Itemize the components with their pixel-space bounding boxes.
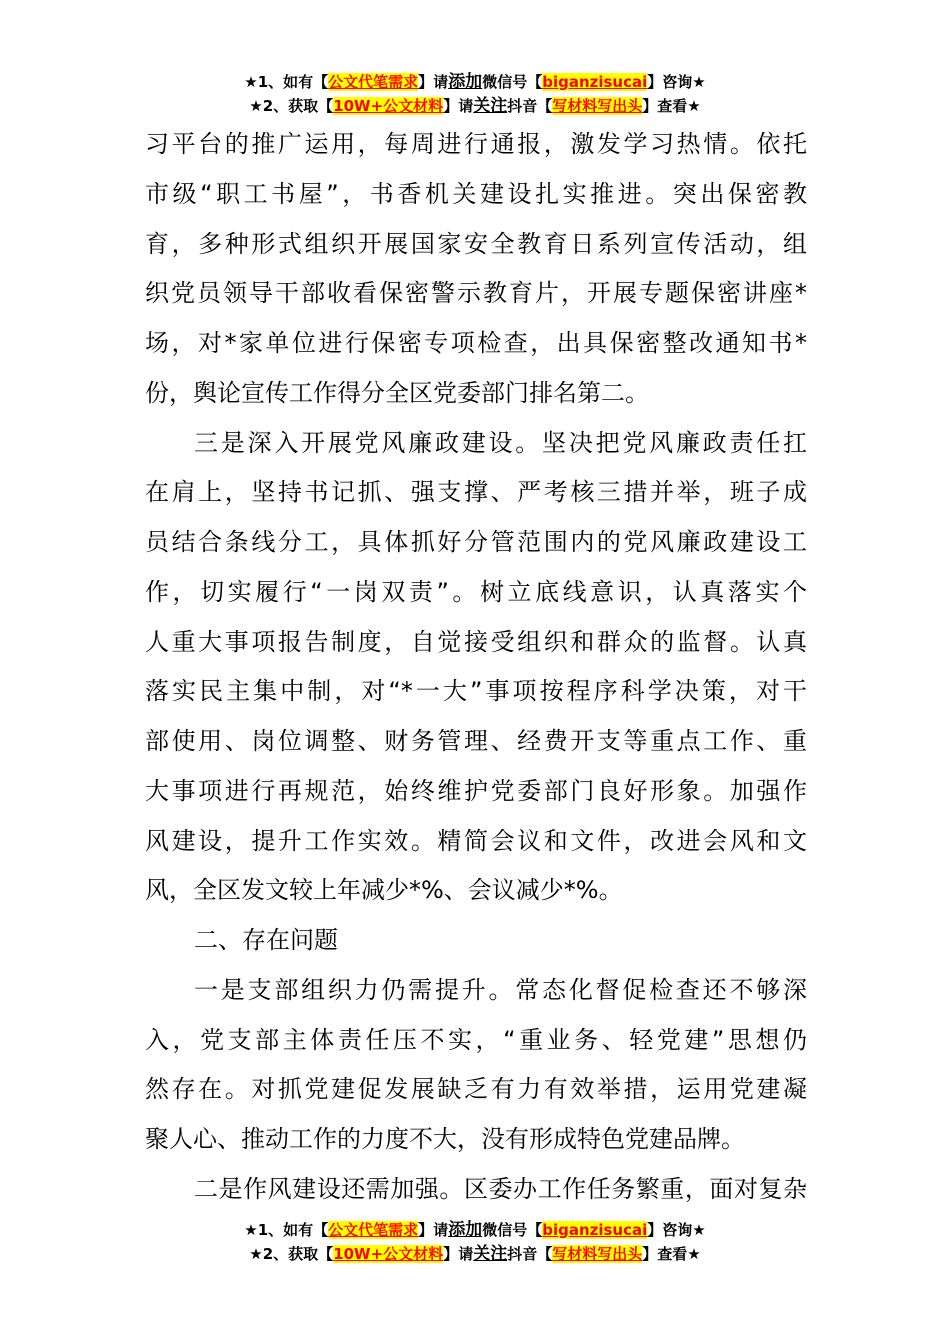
text-line: 部使用、岗位调整、财务管理、经费开支等重点工作、重 (145, 727, 807, 755)
banner-underline: 添加 (448, 72, 483, 92)
banner-line-1 (0, 70, 950, 94)
banner-highlight: 写材料写出头 (552, 97, 643, 115)
text-line: 作，切实履行“一岗双责”。树立底线意识，认真落实个 (145, 577, 807, 606)
text-line: 二、存在问题 (194, 926, 338, 954)
text-line: 风建设，提升工作实效。精简会议和文件，改进会风和文 (145, 826, 807, 855)
banner-text: 】请 (418, 1221, 449, 1239)
text-line: 份，舆论宣传工作得分全区党委部门排名第二。 (145, 378, 649, 407)
text-line: 大事项进行再规范，始终维护党委部门良好形象。加强作 (145, 776, 807, 805)
banner-highlight: 公文代笔需求 (328, 1221, 419, 1239)
text-line: 员结合条线分工，具体抓好分管范围内的党风廉政建设工 (145, 528, 807, 556)
banner-line-2 (0, 1242, 950, 1266)
text-line: 然存在。对抓党建促发展缺乏有力有效举措，运用党建凝 (145, 1075, 807, 1104)
text-line: 聚人心、推动工作的力度不大，没有形成特色党建品牌。 (145, 1125, 745, 1153)
banner-underline: 关注 (473, 96, 508, 116)
text-line: 一是支部组织力仍需提升。常态化督促检查还不够深 (194, 975, 807, 1004)
footer-banner (0, 1218, 950, 1266)
banner-highlight: biganzisucai (542, 1221, 648, 1239)
header-banner (0, 70, 950, 118)
banner-text: 】咨询★ (647, 1221, 706, 1239)
text-line: 落实民主集中制，对“*一大”事项按程序科学决策，对干 (145, 677, 807, 706)
text-line: 场，对*家单位进行保密专项检查，出具保密整改通知书* (145, 329, 807, 357)
text-line: 风，全区发文较上年减少*%、会议减少*%。 (145, 876, 623, 905)
banner-text: ★2、获取【 (249, 97, 334, 115)
banner-underline: 添加 (448, 1220, 483, 1240)
text-line: 三是深入开展党风廉政建设。坚决把党风廉政责任扛 (194, 428, 807, 457)
banner-text: 抖音【 (507, 97, 553, 115)
banner-text: 】请 (418, 73, 449, 91)
banner-text: 微信号【 (482, 73, 543, 91)
banner-line-2 (0, 94, 950, 118)
banner-text: ★2、获取【 (249, 1245, 334, 1263)
banner-text: 】查看★ (642, 97, 701, 115)
banner-highlight: 写材料写出头 (552, 1245, 643, 1263)
banner-highlight: biganzisucai (542, 73, 648, 91)
banner-highlight: 10W+公文材料 (333, 1245, 444, 1263)
banner-text: ★1、如有【 (244, 73, 329, 91)
banner-text: 】查看★ (642, 1245, 701, 1263)
banner-text: 微信号【 (482, 1221, 543, 1239)
banner-text: 】请 (443, 97, 474, 115)
banner-text: 抖音【 (507, 1245, 553, 1263)
banner-text: ★1、如有【 (244, 1221, 329, 1239)
banner-line-1 (0, 1218, 950, 1242)
text-line: 习平台的推广运用，每周进行通报，激发学习热情。依托 (145, 130, 807, 158)
text-line: 织党员领导干部收看保密警示教育片，开展专题保密讲座* (145, 279, 807, 308)
text-line: 在肩上，坚持书记抓、强支撑、严考核三措并举，班子成 (145, 478, 807, 507)
banner-highlight: 10W+公文材料 (333, 97, 444, 115)
banner-text: 】咨询★ (647, 73, 706, 91)
text-line: 市级“职工书屋”，书香机关建设扎实推进。突出保密教 (145, 179, 807, 208)
text-line: 人重大事项报告制度，自觉接受组织和群众的监督。认真 (145, 627, 807, 656)
text-line: 育，多种形式组织开展国家安全教育日系列宣传活动，组 (145, 229, 807, 258)
banner-underline: 关注 (473, 1244, 508, 1264)
banner-highlight: 公文代笔需求 (328, 73, 419, 91)
banner-text: 】请 (443, 1245, 474, 1263)
text-line: 入，党支部主体责任压不实，“重业务、轻党建”思想仍 (145, 1025, 807, 1054)
text-line: 二是作风建设还需加强。区委办工作任务繁重，面对复杂 (194, 1174, 807, 1203)
document-body (145, 120, 807, 1215)
